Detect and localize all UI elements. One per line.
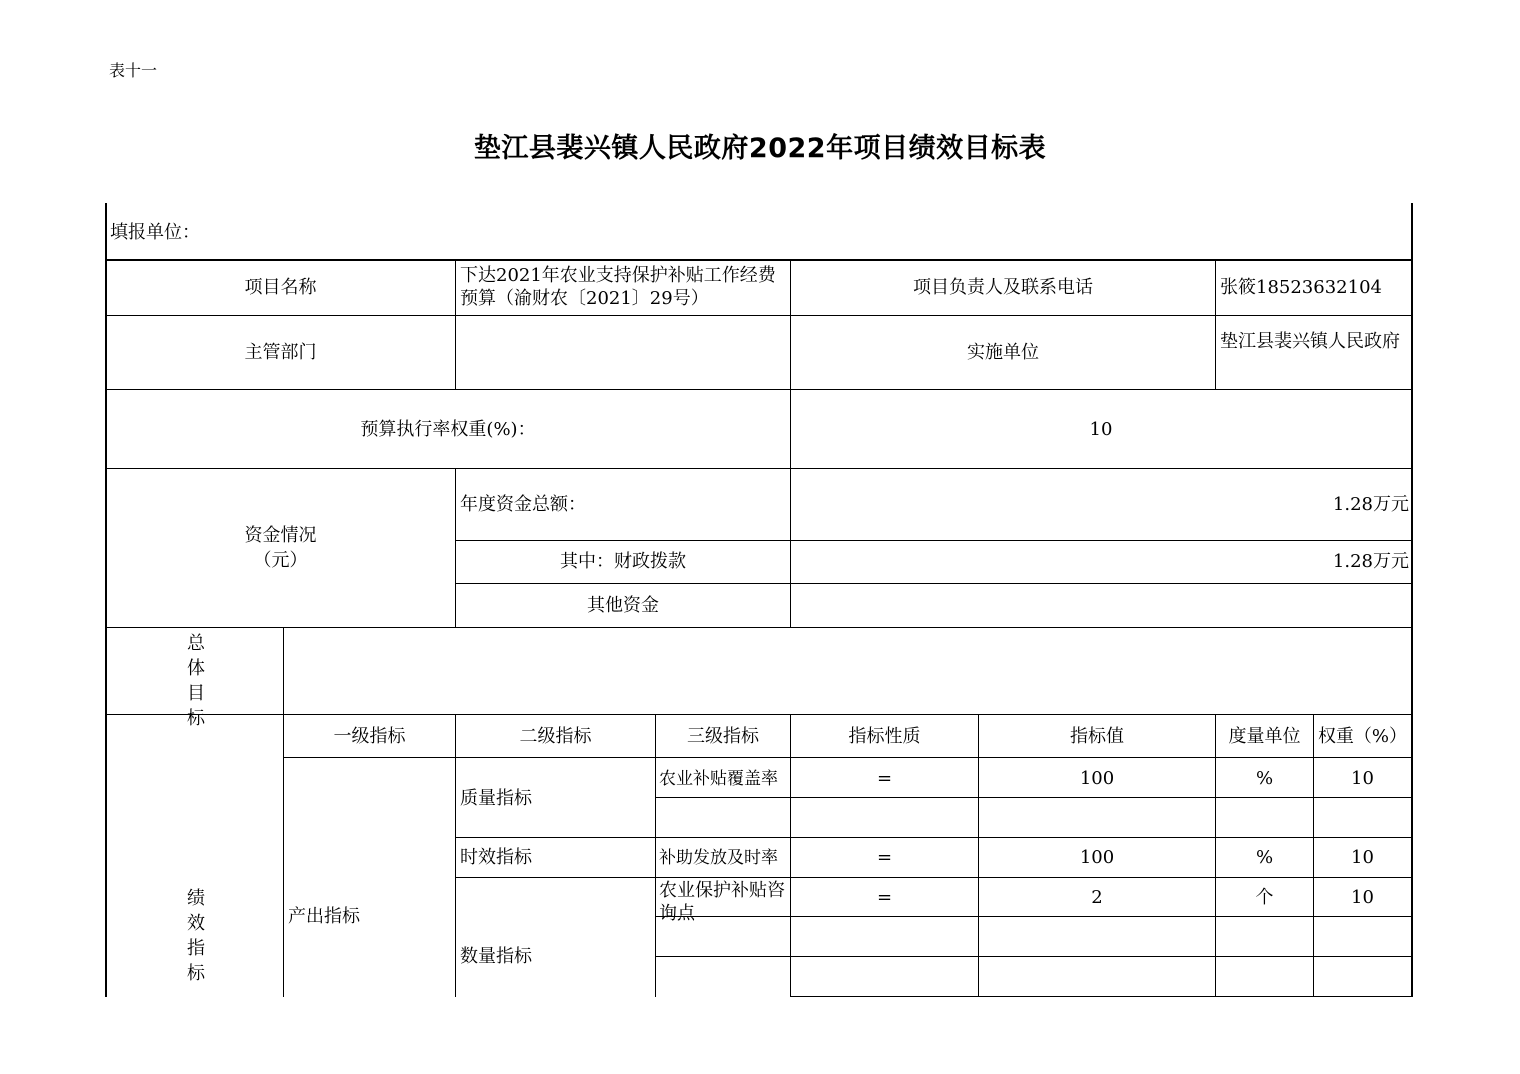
header-level2: 二级指标 [519, 726, 592, 747]
header-weight: 权重（%） [1317, 726, 1408, 747]
row1-weight: 10 [1351, 768, 1374, 789]
row3-unit: % [1255, 847, 1274, 868]
contact-label: 项目负责人及联系电话 [913, 277, 1093, 298]
level1-output: 产出指标 [288, 906, 360, 927]
impl-label: 实施单位 [967, 342, 1039, 363]
row4-weight: 10 [1351, 887, 1374, 908]
fill-unit-label: 填报单位： [110, 222, 200, 243]
contact-value: 张筱18523632104 [1220, 277, 1382, 298]
row1-value: 100 [1079, 768, 1115, 789]
row3-level3: 补助发放及时率 [659, 848, 778, 868]
level2-quantity: 数量指标 [460, 946, 532, 967]
row4-value: 2 [1091, 887, 1103, 908]
budget-rate-value: 10 [1089, 419, 1113, 440]
level2-quality: 质量指标 [460, 788, 532, 809]
row3-weight: 10 [1351, 847, 1374, 868]
row3-nature: = [876, 847, 893, 868]
dept-label: 主管部门 [244, 342, 317, 363]
funding-unit: （元） [253, 550, 308, 571]
row4-level3: 农业保护补贴咨询点 [659, 880, 785, 924]
funding-label: 资金情况 [244, 525, 317, 546]
header-unit: 度量单位 [1228, 726, 1301, 747]
fiscal-value: 1.28万元 [1332, 551, 1409, 572]
page-label: 表十一 [109, 61, 158, 80]
other-funds-label: 其他资金 [587, 595, 659, 616]
overall-goal-label: 总体目标 [187, 633, 205, 729]
annual-total-label: 年度资金总额： [460, 494, 586, 515]
header-level3: 三级指标 [687, 726, 759, 747]
indicators-label: 绩效指标 [187, 888, 205, 984]
row1-level3: 农业补贴覆盖率 [659, 769, 778, 789]
level2-timeliness: 时效指标 [460, 847, 532, 868]
header-level1: 一级指标 [333, 726, 406, 747]
row4-nature: = [876, 887, 893, 908]
project-name-label: 项目名称 [244, 277, 317, 298]
impl-value: 垫江县裴兴镇人民政府 [1220, 331, 1400, 352]
budget-rate-label: 预算执行率权重(%)： [360, 419, 536, 440]
annual-total-value: 1.28万元 [1332, 494, 1409, 515]
row4-unit: 个 [1255, 887, 1274, 908]
page-title: 垫江县裴兴镇人民政府2022年项目绩效目标表 [473, 133, 1047, 164]
row1-nature: = [876, 768, 893, 789]
header-nature: 指标性质 [848, 726, 921, 747]
row1-unit: % [1255, 768, 1274, 789]
fiscal-label: 其中：财政拨款 [560, 551, 686, 572]
row3-value: 100 [1079, 847, 1115, 868]
header-value: 指标值 [1070, 726, 1124, 747]
project-name-value: 下达2021年农业支持保护补贴工作经费预算（渝财农〔2021〕29号） [460, 265, 776, 309]
